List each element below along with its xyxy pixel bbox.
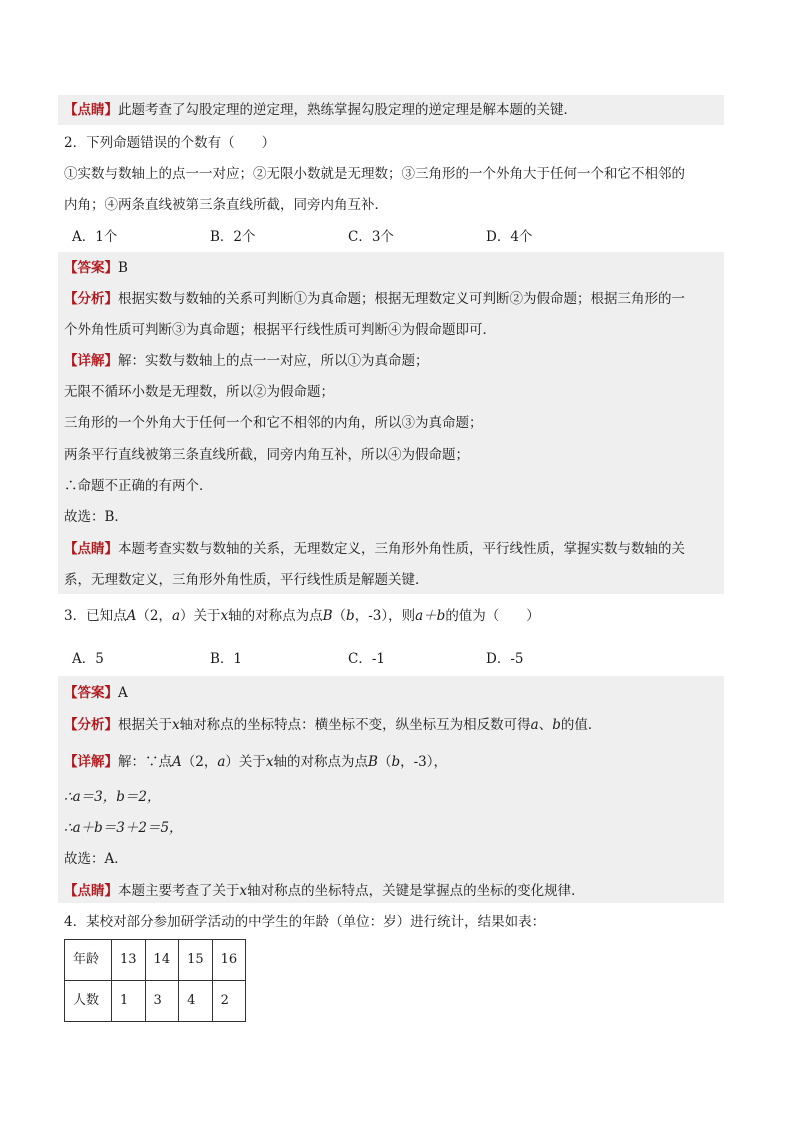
q2-detail-1: 【详解】解：实数与数轴上的点一一对应，所以①为真命题； — [64, 353, 429, 369]
table-cell: 15 — [179, 940, 213, 981]
q3-dianjing: 【点睛】本题主要考查了关于x轴对称点的坐标特点，关键是掌握点的坐标的变化规律． — [64, 883, 585, 899]
q3-stem: 3．已知点A（2，a）关于x轴的对称点为点B（b，-3），则a＋b的值为（ ） — [64, 608, 540, 624]
q2-detail-5: ∴命题不正确的有两个． — [64, 478, 213, 494]
q3-option-d: D．-5 — [486, 651, 524, 667]
q2-analysis-2: 个外角性质可判断③为真命题；根据平行线性质可判断④为假命题即可． — [64, 322, 496, 338]
q2-option-c: C．3个 — [348, 229, 394, 245]
q2-detail-3: 三角形的一个外角大于任何一个和它不相邻的内角，所以③为真命题； — [64, 415, 483, 431]
q2-analysis-1: 【分析】根据实数与数轴的关系可判断①为真命题；根据无理数定义可判断②为假命题；根据三角形的一 — [64, 291, 685, 307]
age-table — [64, 939, 246, 1022]
q3-option-c: C．-1 — [348, 651, 385, 667]
q2-option-a: A．1个 — [72, 229, 118, 245]
q3-equation-1: ∴a＝3，b＝2， — [64, 789, 161, 805]
table-cell: 人数 — [65, 981, 112, 1022]
table-cell: 4 — [179, 981, 213, 1022]
q2-detail-6: 故选：B． — [64, 509, 128, 525]
q3-answer: 【答案】A — [64, 685, 128, 701]
q3-option-a: A．5 — [72, 651, 104, 667]
table-cell: 年龄 — [65, 940, 112, 981]
table-cell: 16 — [212, 940, 246, 981]
q2-option-b: B．2个 — [210, 229, 256, 245]
table-cell: 2 — [212, 981, 246, 1022]
q3-equation-2: ∴a＋b＝3＋2＝5， — [64, 820, 183, 836]
q4-stem: 4．某校对部分参加研学活动的中学生的年龄（单位：岁）进行统计，结果如表： — [64, 914, 546, 930]
q2-detail-2: 无限不循环小数是无理数，所以②为假命题； — [64, 384, 334, 400]
table-cell: 13 — [112, 940, 146, 981]
table-row — [65, 940, 246, 981]
q3-option-b: B．1 — [210, 651, 243, 667]
q2-detail-4: 两条平行直线被第三条直线所截，同旁内角互补，所以④为假命题； — [64, 447, 469, 463]
table-cell: 14 — [145, 940, 179, 981]
table-cell: 3 — [145, 981, 179, 1022]
q3-detail-1: 【详解】解：∵点A（2，a）关于x轴的对称点为点B（b，-3）， — [64, 754, 448, 770]
q2-option-d: D．4个 — [486, 229, 533, 245]
q3-choose: 故选：A． — [64, 851, 128, 867]
q2-stem: 2．下列命题错误的个数有（ ） — [64, 135, 276, 151]
q2-answer: 【答案】B — [64, 260, 128, 276]
table-row — [65, 981, 246, 1022]
table-cell: 1 — [112, 981, 146, 1022]
q2-dianjing-2: 系，无理数定义，三角形外角性质，平行线性质是解题关键． — [64, 572, 429, 588]
q3-analysis: 【分析】根据关于x轴对称点的坐标特点：横坐标不变，纵坐标互为相反数可得a、b的值． — [64, 717, 602, 733]
dianjing-1: 【点睛】此题考查了勾股定理的逆定理，熟练掌握勾股定理的逆定理是解本题的关键． — [64, 102, 577, 118]
q2-dianjing-1: 【点睛】本题考查实数与数轴的关系，无理数定义，三角形外角性质，平行线性质，掌握实数与数轴的关 — [64, 541, 685, 557]
q2-line2: 内角；④两条直线被第三条直线所截，同旁内角互补． — [64, 197, 388, 213]
q2-line1: ①实数与数轴上的点一一对应；②无限小数就是无理数；③三角形的一个外角大于任何一个和它不相邻的 — [64, 166, 685, 182]
